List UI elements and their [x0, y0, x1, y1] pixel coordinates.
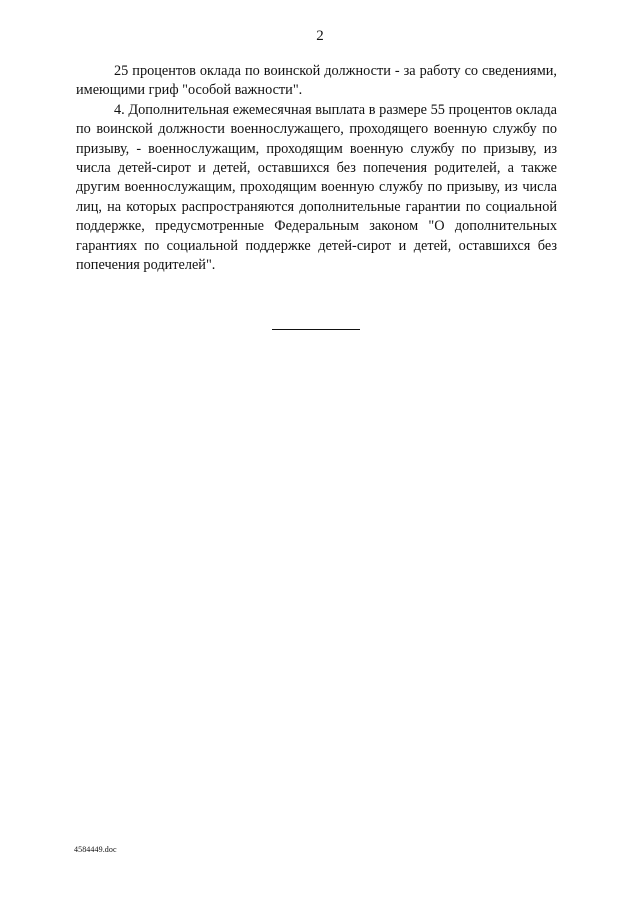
end-of-text-divider — [272, 329, 360, 330]
paragraph-secrecy-allowance: 25 процентов оклада по воинской должности - за работу со сведениями, имеющими гриф "особой важности". — [76, 63, 557, 99]
page-number: 2 — [316, 28, 324, 44]
paragraph-monthly-payment: 4. Дополнительная ежемесячная выплата в размере 55 процентов оклада по воинской должности военнослужащего, проходящего военную службу по призыву, - военнослужащим, проходящим военную службу по призыву, из числа детей-сирот и детей, оставшихся без попечения родителей, а также другим военнослужащим, проходящим военную службу по призыву, из числа лиц, на которых распространяются дополнительные гарантии по социальной поддержке, предусмотренные Федеральным законом "О дополнительных гарантиях по социальной поддержке детей-сирот и детей, оставшихся без попечения родителей". — [76, 101, 557, 274]
document-body — [76, 62, 557, 275]
file-reference: 4584449.doc — [74, 845, 117, 854]
